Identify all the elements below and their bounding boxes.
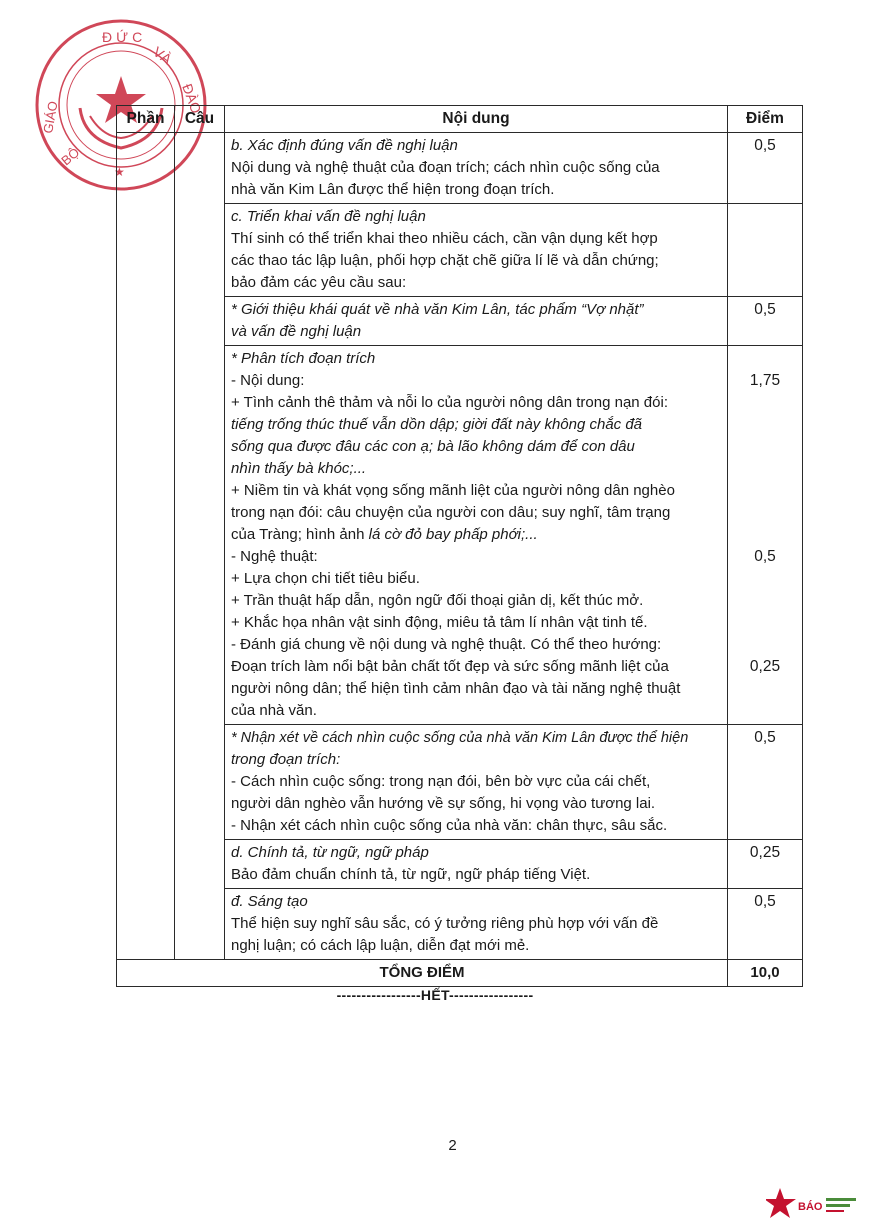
section-nhan-xet	[225, 725, 728, 840]
score-cell: 0,5	[728, 297, 803, 346]
text-line: Bảo đảm chuẩn chính tả, từ ngữ, ngữ pháp tiếng Việt.	[231, 866, 591, 883]
section-heading: trong đoạn trích:	[231, 751, 341, 768]
text-line: - Cách nhìn cuộc sống: trong nạn đói, bên bờ vực của cái chết,	[231, 773, 651, 790]
text-line: + Niềm tin và khát vọng sống mãnh liệt của người nông dân nghèo	[231, 482, 675, 499]
score-danh-gia: 0,25	[749, 658, 781, 675]
header-noi-dung: Nội dung	[225, 106, 728, 133]
text-line: trong nạn đói: câu chuyện của người con dâu; suy nghĩ, tâm trạng	[231, 504, 671, 521]
text-line: người nông dân; thể hiện tình cảm nhân đạo và tài năng nghệ thuật	[231, 680, 681, 697]
section-gioi-thieu	[225, 297, 728, 346]
text-plain: của Tràng; hình ảnh	[231, 526, 369, 543]
score-nghe-thuat: 0,5	[754, 548, 776, 565]
svg-text:VÀ: VÀ	[150, 43, 175, 68]
item-intro: + Tình cảnh thê thảm và nỗi lo của người nông dân trong nạn đói:	[231, 394, 668, 411]
list-item: + Lựa chọn chi tiết tiêu biểu.	[231, 570, 420, 587]
score-cell: 0,5	[728, 889, 803, 960]
section-heading: * Nhận xét về cách nhìn cuộc sống của nhà văn Kim Lân được thể hiện	[231, 730, 689, 746]
header-phan: Phần	[117, 106, 175, 133]
section-heading: và vấn đề nghị luận	[231, 323, 362, 340]
section-heading: * Phân tích đoạn trích	[231, 350, 376, 367]
cau-cell	[175, 133, 225, 960]
text-line: nhà văn Kim Lân được thể hiện trong đoạn trích.	[231, 181, 555, 198]
svg-text:ĐỨC: ĐỨC	[102, 29, 147, 45]
quote-line: tiếng trống thúc thuế vẫn dồn dập; giời đất này không chắc đã	[231, 416, 643, 433]
scoring-table	[116, 105, 803, 987]
svg-text:★: ★	[114, 165, 125, 179]
text-line: nghị luận; có cách lập luận, diễn đạt mới mẻ.	[231, 937, 530, 954]
text-line: bảo đảm các yêu cầu sau:	[231, 274, 407, 291]
end-marker: -----------------HẾT-----------------	[336, 987, 534, 1003]
total-row	[117, 960, 803, 987]
section-d	[225, 840, 728, 889]
list-item: + Trần thuật hấp dẫn, ngôn ngữ đối thoại giản dị, kết thúc mở.	[231, 592, 644, 609]
score-cell-phan-tich	[728, 346, 803, 725]
svg-text:ĐÀO: ĐÀO	[179, 81, 205, 116]
section-heading: d. Chính tả, từ ngữ, ngữ pháp	[231, 844, 429, 861]
phan-cell	[117, 133, 175, 960]
section-heading: c. Triển khai vấn đề nghị luận	[231, 208, 426, 225]
text-line: Thí sinh có thể triển khai theo nhiều cách, cần vận dụng kết hợp	[231, 230, 658, 247]
section-heading: * Giới thiệu khái quát về nhà văn Kim Lân, tác phẩm “Vợ nhặt”	[231, 301, 644, 318]
score-cell: 0,25	[728, 840, 803, 889]
score-cell: 0,5	[728, 725, 803, 840]
newspaper-logo	[766, 1186, 862, 1222]
svg-text:BỘ: BỘ	[58, 144, 83, 169]
text-line: của nhà văn.	[231, 702, 317, 719]
text-line: Thể hiện suy nghĩ sâu sắc, có ý tưởng riêng phù hợp với vấn đề	[231, 915, 659, 932]
section-phan-tich	[225, 346, 728, 725]
section-b	[225, 133, 728, 204]
page-number: 2	[448, 1137, 457, 1154]
text-italic: lá cờ đỏ bay phấp phới;...	[368, 526, 538, 543]
total-label: TỔNG ĐIỂM	[117, 960, 728, 987]
section-heading: b. Xác định đúng vấn đề nghị luận	[231, 137, 458, 154]
quote-line: sống qua được đâu các con ạ; bà lão không dám để con dâu	[231, 438, 635, 455]
section-dd	[225, 889, 728, 960]
table-header-row	[117, 106, 803, 133]
text-line	[231, 524, 721, 546]
score-cell	[728, 204, 803, 297]
total-score: 10,0	[728, 960, 803, 987]
text-line: - Nhận xét cách nhìn cuộc sống của nhà văn: chân thực, sâu sắc.	[231, 817, 668, 834]
text-line: Đoạn trích làm nổi bật bản chất tốt đẹp và sức sống mãnh liệt của	[231, 658, 669, 675]
text-line: các thao tác lập luận, phối hợp chặt chẽ giữa lí lẽ và dẫn chứng;	[231, 252, 659, 269]
nghe-thuat-label: - Nghệ thuật:	[231, 548, 318, 565]
list-item: + Khắc họa nhân vật sinh động, miêu tả tâm lí nhân vật tinh tế.	[231, 614, 648, 631]
quote-line: nhìn thấy bà khóc;...	[231, 460, 367, 477]
header-cau: Câu	[175, 106, 225, 133]
table-row	[117, 133, 803, 204]
header-diem: Điểm	[728, 106, 803, 133]
score-noi-dung: 1,75	[749, 372, 781, 389]
text-line: - Đánh giá chung về nội dung và nghệ thuật. Có thể theo hướng:	[231, 636, 662, 653]
text-line: người dân nghèo vẫn hướng về sự sống, hi vọng vào tương lai.	[231, 795, 656, 812]
section-heading: đ. Sáng tạo	[231, 893, 308, 910]
svg-text:BÁO: BÁO	[798, 1201, 823, 1213]
score-cell: 0,5	[728, 133, 803, 204]
text-line: Nội dung và nghệ thuật của đoạn trích; cách nhìn cuộc sống của	[231, 159, 660, 176]
noi-dung-label: - Nội dung:	[231, 372, 305, 389]
svg-text:GIÁO: GIÁO	[40, 99, 61, 135]
section-c	[225, 204, 728, 297]
